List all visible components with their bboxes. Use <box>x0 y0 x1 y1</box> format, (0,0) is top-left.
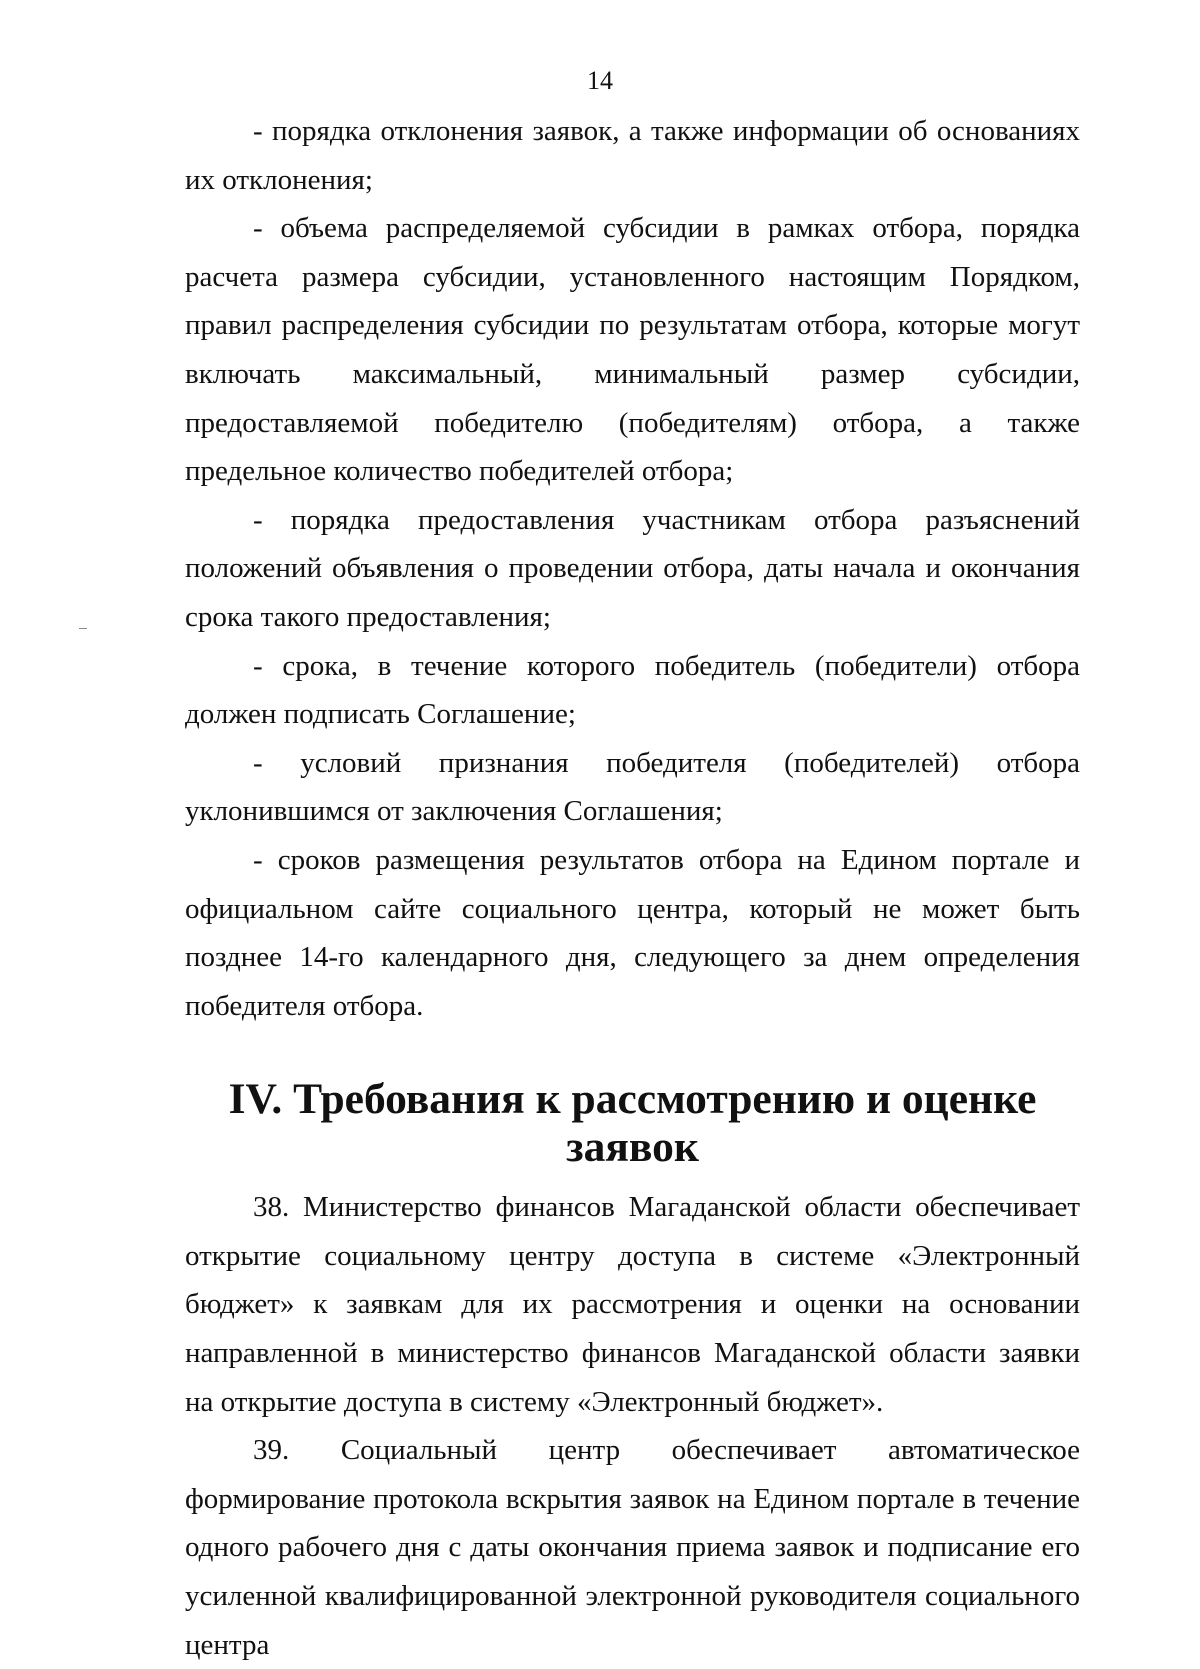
paragraph-39: 39. Социальный центр обеспечивает автоматическое формирование протокола вскрытия заявок на Едином портале в течение одного рабочего дня с даты окончания приема заявок и подписание его усиленной квалифицированной электронной руководителя социального центра <box>185 1434 1080 1661</box>
section-heading: IV. Требования к рассмотрению и оценке заявок <box>228 1075 1037 1172</box>
list-item-signing-deadline: - срока, в течение которого победитель (победители) отбора должен подписать Соглашение; <box>185 649 1080 731</box>
paragraph-38: 38. Министерство финансов Магаданской области обеспечивает открытие социальному центру доступа в системе «Электронный бюджет» к заявкам для их рассмотрения и оценки на основании направленной в министерство финансов Магаданской области заявки на открытие доступа в систему «Электронный бюджет». <box>185 1191 1080 1418</box>
scan-artifact-mark <box>79 628 87 629</box>
list-item-subsidy-volume: - объема распределяемой субсидии в рамках отбора, порядка расчета размера субсидии, установленного настоящим Порядком, правил распределения субсидии по результатам отбора, которые могут включать максимальный, минимальный размер субсидии, предоставляемой победителю (победителям) отбора, а также предельное количество победителей отбора; <box>185 212 1080 488</box>
page-number: 14 <box>587 66 613 95</box>
list-item-results-publication: - сроков размещения результатов отбора на Едином портале и официальном сайте социального центра, который не может быть позднее 14-го календарного дня, следующего за днем определения победителя отбора. <box>185 843 1080 1022</box>
list-item-clarifications: - порядка предоставления участникам отбора разъяснений положений объявления о проведении отбора, даты начала и окончания срока такого предоставления; <box>185 503 1080 633</box>
list-item-evasion-conditions: - условий признания победителя (победителей) отбора уклонившимся от заключения Соглашения; <box>185 746 1080 828</box>
list-item-rejection-procedure: - порядка отклонения заявок, а также информации об основаниях их отклонения; <box>185 115 1080 196</box>
document-body <box>185 107 1080 1669</box>
